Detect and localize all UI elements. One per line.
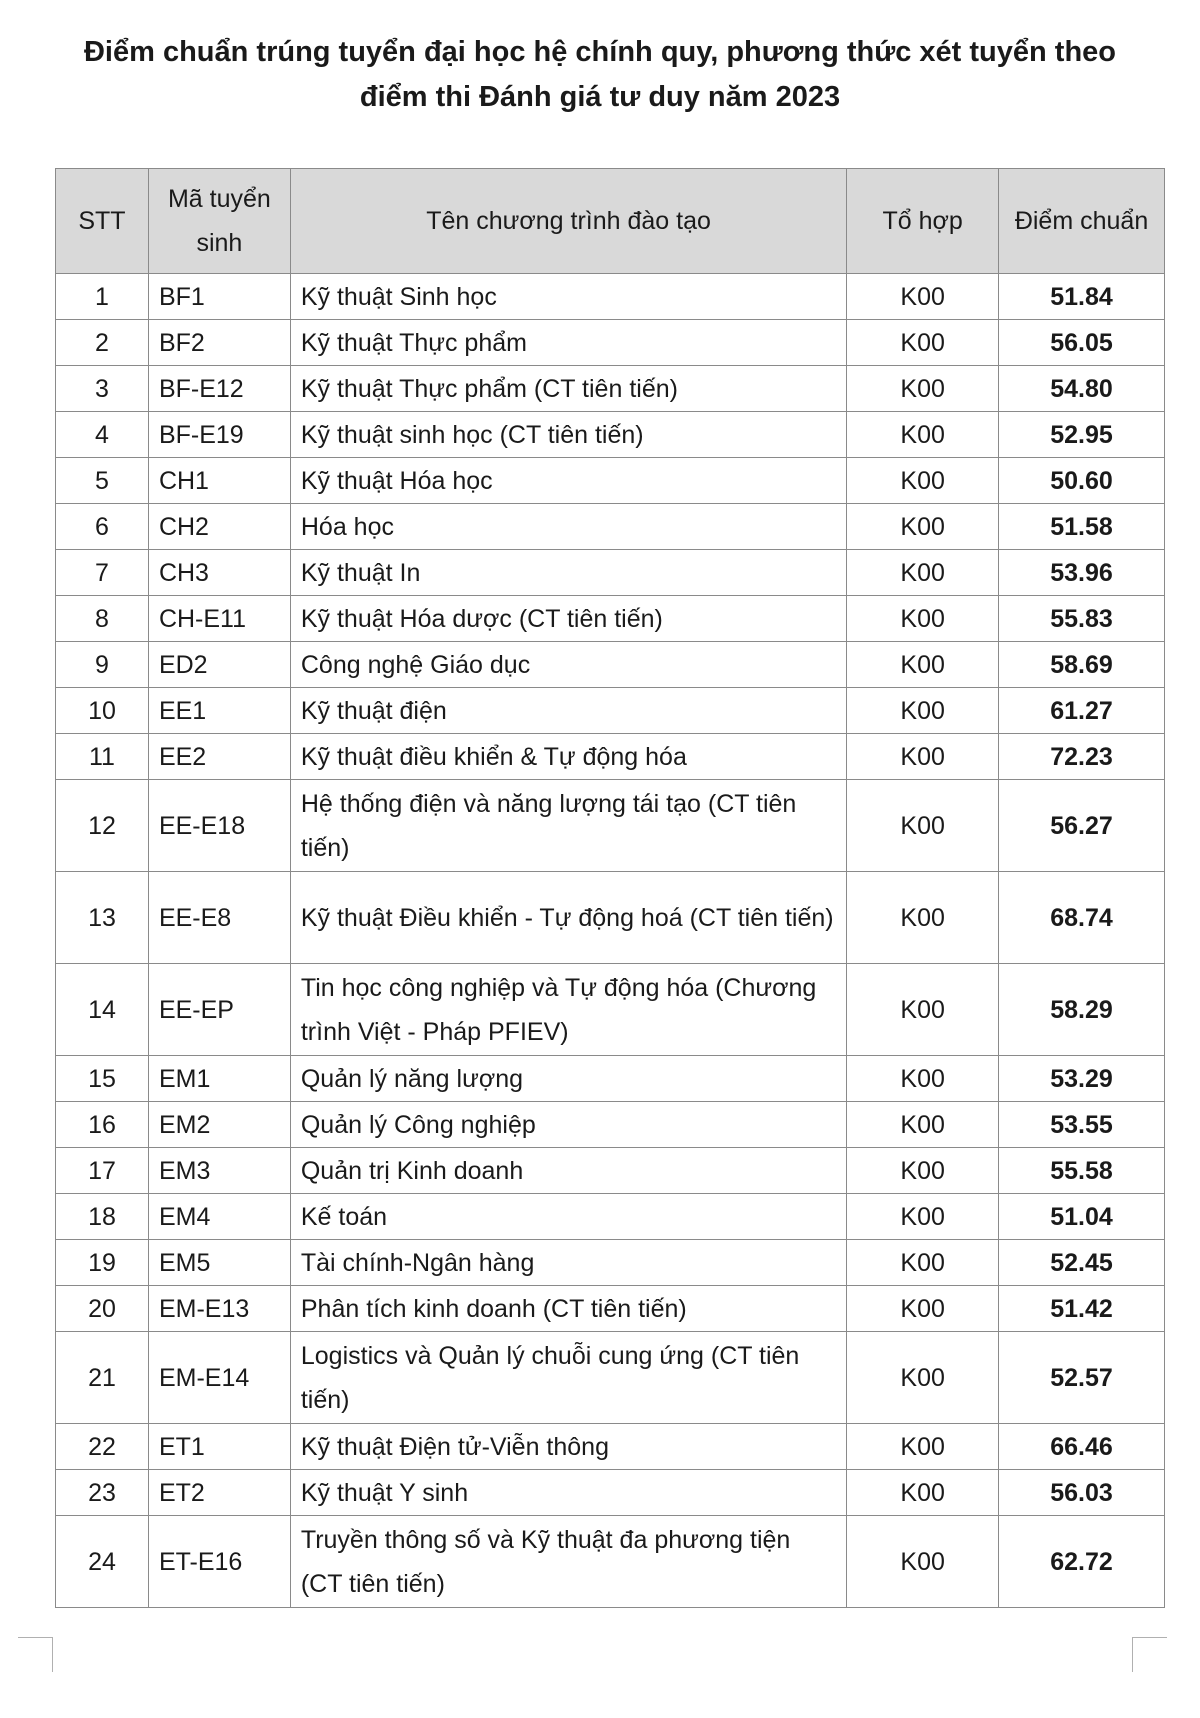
cell-score: 51.84 [999, 274, 1165, 320]
page-title [60, 30, 1140, 120]
cell-code: EE-E8 [148, 872, 290, 964]
cell-score: 51.42 [999, 1286, 1165, 1332]
cell-program: Phân tích kinh doanh (CT tiên tiến) [290, 1286, 846, 1332]
cell-score: 62.72 [999, 1516, 1165, 1608]
cell-program: Kỹ thuật Hóa học [290, 458, 846, 504]
cell-combination: K00 [847, 1240, 999, 1286]
cell-combination: K00 [847, 504, 999, 550]
cell-score: 50.60 [999, 458, 1165, 504]
cell-program: Kỹ thuật In [290, 550, 846, 596]
cell-combination: K00 [847, 1056, 999, 1102]
table-header-row [56, 169, 1165, 274]
cell-combination: K00 [847, 320, 999, 366]
cell-program: Công nghệ Giáo dục [290, 642, 846, 688]
cell-stt: 7 [56, 550, 149, 596]
cell-code: EM2 [148, 1102, 290, 1148]
cell-score: 52.45 [999, 1240, 1165, 1286]
cell-combination: K00 [847, 458, 999, 504]
cell-score: 52.57 [999, 1332, 1165, 1424]
cell-stt: 10 [56, 688, 149, 734]
cell-score: 56.05 [999, 320, 1165, 366]
cell-stt: 8 [56, 596, 149, 642]
cell-stt: 22 [56, 1424, 149, 1470]
cell-program: Kế toán [290, 1194, 846, 1240]
cell-score: 72.23 [999, 734, 1165, 780]
cell-stt: 6 [56, 504, 149, 550]
cell-stt: 3 [56, 366, 149, 412]
cell-program: Logistics và Quản lý chuỗi cung ứng (CT tiên tiến) [290, 1332, 846, 1424]
admission-score-table [55, 168, 1165, 1608]
header-code-line-1: Mã tuyển [167, 185, 271, 213]
cell-code: ET1 [148, 1424, 290, 1470]
table-row [56, 1470, 1165, 1516]
cell-stt: 11 [56, 734, 149, 780]
table-row [56, 504, 1165, 550]
cell-combination: K00 [847, 596, 999, 642]
cell-code: CH3 [148, 550, 290, 596]
cell-program: Kỹ thuật Thực phẩm [290, 320, 846, 366]
table-row [56, 320, 1165, 366]
header-stt: STT [56, 169, 149, 274]
cell-program: Quản lý Công nghiệp [290, 1102, 846, 1148]
table-row [56, 1286, 1165, 1332]
cell-combination: K00 [847, 550, 999, 596]
cell-program: Hóa học [290, 504, 846, 550]
table-row [56, 458, 1165, 504]
table-row [56, 688, 1165, 734]
cell-stt: 21 [56, 1332, 149, 1424]
cell-combination: K00 [847, 1194, 999, 1240]
cell-program: Kỹ thuật điện [290, 688, 846, 734]
cell-stt: 5 [56, 458, 149, 504]
header-program: Tên chương trình đào tạo [290, 169, 846, 274]
cell-code: EM4 [148, 1194, 290, 1240]
cell-score: 61.27 [999, 688, 1165, 734]
cell-program: Quản lý năng lượng [290, 1056, 846, 1102]
header-code-line-2: sinh [196, 229, 243, 257]
cell-score: 56.03 [999, 1470, 1165, 1516]
cell-code: EM-E14 [148, 1332, 290, 1424]
cell-score: 55.58 [999, 1148, 1165, 1194]
cell-program: Kỹ thuật Điện tử-Viễn thông [290, 1424, 846, 1470]
cell-stt: 1 [56, 274, 149, 320]
cell-combination: K00 [847, 274, 999, 320]
cell-score: 58.29 [999, 964, 1165, 1056]
table-row [56, 1240, 1165, 1286]
table-row [56, 1148, 1165, 1194]
cell-code: ET-E16 [148, 1516, 290, 1608]
cell-stt: 23 [56, 1470, 149, 1516]
cell-program: Kỹ thuật Sinh học [290, 274, 846, 320]
table-row [56, 1056, 1165, 1102]
cell-code: EM3 [148, 1148, 290, 1194]
cell-combination: K00 [847, 366, 999, 412]
title-line-2: điểm thi Đánh giá tư duy năm 2023 [359, 81, 841, 113]
cell-code: EM1 [148, 1056, 290, 1102]
cell-code: EE1 [148, 688, 290, 734]
table-row [56, 872, 1165, 964]
cell-program: Kỹ thuật điều khiển & Tự động hóa [290, 734, 846, 780]
cell-combination: K00 [847, 964, 999, 1056]
cell-code: BF-E19 [148, 412, 290, 458]
cell-combination: K00 [847, 780, 999, 872]
table-row [56, 550, 1165, 596]
cell-combination: K00 [847, 1470, 999, 1516]
cell-stt: 12 [56, 780, 149, 872]
header-combination: Tổ hợp [847, 169, 999, 274]
cell-code: ET2 [148, 1470, 290, 1516]
cell-program: Kỹ thuật Y sinh [290, 1470, 846, 1516]
table-row [56, 1516, 1165, 1608]
cell-score: 68.74 [999, 872, 1165, 964]
cell-code: ED2 [148, 642, 290, 688]
cell-stt: 18 [56, 1194, 149, 1240]
table-row [56, 780, 1165, 872]
cell-stt: 4 [56, 412, 149, 458]
cell-program: Tin học công nghiệp và Tự động hóa (Chương trình Việt - Pháp PFIEV) [290, 964, 846, 1056]
cell-stt: 16 [56, 1102, 149, 1148]
cell-combination: K00 [847, 734, 999, 780]
cell-stt: 17 [56, 1148, 149, 1194]
table-row [56, 596, 1165, 642]
table-row [56, 1194, 1165, 1240]
cell-stt: 15 [56, 1056, 149, 1102]
table-row [56, 964, 1165, 1056]
cell-combination: K00 [847, 1286, 999, 1332]
cell-combination: K00 [847, 1516, 999, 1608]
cell-combination: K00 [847, 1148, 999, 1194]
cell-stt: 19 [56, 1240, 149, 1286]
cell-code: EM-E13 [148, 1286, 290, 1332]
cell-code: BF1 [148, 274, 290, 320]
cell-combination: K00 [847, 642, 999, 688]
table-row [56, 734, 1165, 780]
cell-program: Tài chính-Ngân hàng [290, 1240, 846, 1286]
cell-score: 52.95 [999, 412, 1165, 458]
cell-stt: 14 [56, 964, 149, 1056]
cell-stt: 20 [56, 1286, 149, 1332]
cell-program: Kỹ thuật Thực phẩm (CT tiên tiến) [290, 366, 846, 412]
cell-program: Quản trị Kinh doanh [290, 1148, 846, 1194]
cell-code: EE-EP [148, 964, 290, 1056]
header-score: Điểm chuẩn [999, 169, 1165, 274]
cell-score: 66.46 [999, 1424, 1165, 1470]
cell-score: 53.55 [999, 1102, 1165, 1148]
cell-combination: K00 [847, 1424, 999, 1470]
cell-stt: 13 [56, 872, 149, 964]
cell-program: Truyền thông số và Kỹ thuật đa phương tiện (CT tiên tiến) [290, 1516, 846, 1608]
cell-code: BF2 [148, 320, 290, 366]
table-row [56, 274, 1165, 320]
cell-program: Kỹ thuật Điều khiển - Tự động hoá (CT tiên tiến) [290, 872, 846, 964]
table-row [56, 366, 1165, 412]
cell-program: Kỹ thuật sinh học (CT tiên tiến) [290, 412, 846, 458]
cell-program: Hệ thống điện và năng lượng tái tạo (CT tiên tiến) [290, 780, 846, 872]
cell-combination: K00 [847, 1332, 999, 1424]
cell-score: 55.83 [999, 596, 1165, 642]
table-row [56, 1424, 1165, 1470]
cell-code: EE-E18 [148, 780, 290, 872]
header-code [148, 169, 290, 274]
cell-code: EE2 [148, 734, 290, 780]
table-row [56, 642, 1165, 688]
cell-combination: K00 [847, 872, 999, 964]
table-body [56, 274, 1165, 1608]
cell-combination: K00 [847, 412, 999, 458]
page-corner-mark-left [18, 1637, 53, 1672]
cell-score: 54.80 [999, 366, 1165, 412]
cell-stt: 2 [56, 320, 149, 366]
cell-score: 51.04 [999, 1194, 1165, 1240]
table-row [56, 412, 1165, 458]
cell-code: BF-E12 [148, 366, 290, 412]
cell-program: Kỹ thuật Hóa dược (CT tiên tiến) [290, 596, 846, 642]
cell-score: 58.69 [999, 642, 1165, 688]
cell-code: EM5 [148, 1240, 290, 1286]
cell-stt: 24 [56, 1516, 149, 1608]
title-line-1: Điểm chuẩn trúng tuyển đại học hệ chính quy, phương thức xét tuyển theo [83, 36, 1117, 68]
cell-score: 56.27 [999, 780, 1165, 872]
cell-combination: K00 [847, 688, 999, 734]
cell-score: 53.96 [999, 550, 1165, 596]
cell-code: CH2 [148, 504, 290, 550]
cell-combination: K00 [847, 1102, 999, 1148]
cell-code: CH1 [148, 458, 290, 504]
table-row [56, 1332, 1165, 1424]
page-corner-mark-right [1132, 1637, 1167, 1672]
cell-score: 51.58 [999, 504, 1165, 550]
cell-stt: 9 [56, 642, 149, 688]
cell-score: 53.29 [999, 1056, 1165, 1102]
cell-code: CH-E11 [148, 596, 290, 642]
table-row [56, 1102, 1165, 1148]
